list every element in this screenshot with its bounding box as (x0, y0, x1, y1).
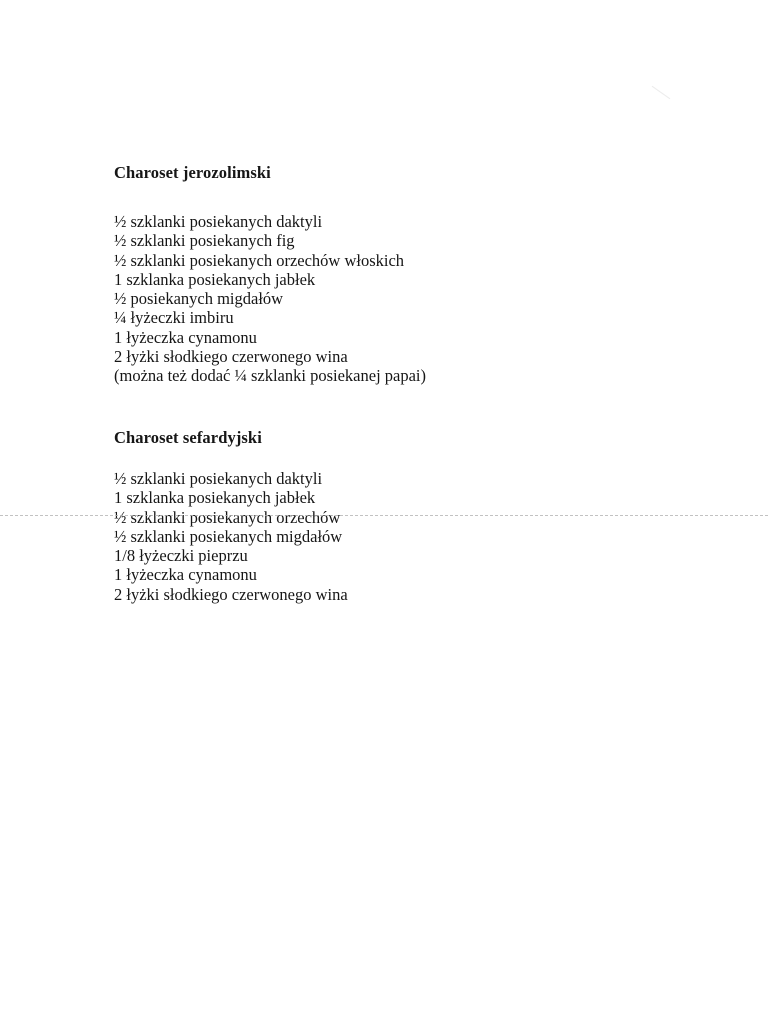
fold-line (0, 515, 768, 516)
ingredient-item: ½ posiekanych migdałów (114, 289, 284, 309)
ingredient-item: ½ szklanki posiekanych orzechów włoskich (114, 250, 405, 270)
ingredient-list (114, 212, 426, 386)
ingredient-item: 1 łyżeczka cynamonu (114, 327, 257, 347)
ingredient-item: ½ szklanki posiekanych daktyli (114, 469, 323, 488)
scan-mark (652, 86, 671, 99)
ingredient-note: (można też dodać ¼ szklanki posiekanej papai) (114, 366, 427, 386)
ingredient-item: 1 szklanka posiekanych jabłek (114, 269, 316, 289)
ingredient-item: 1/8 łyżeczki pieprzu (114, 546, 248, 566)
ingredient-item: ½ szklanki posiekanych daktyli (114, 212, 323, 231)
ingredient-item: ½ szklanki posiekanych fig (114, 231, 295, 251)
ingredient-item: 1 szklanka posiekanych jabłek (114, 488, 316, 508)
ingredient-item: 2 łyżki słodkiego czerwonego wina (114, 347, 348, 367)
recipe-jerozolimski (114, 161, 426, 386)
ingredient-item: ½ szklanki posiekanych orzechów (114, 507, 341, 527)
recipe-title: Charoset sefardyjski (114, 428, 262, 447)
ingredient-item: ½ szklanki posiekanych migdałów (114, 526, 343, 546)
ingredient-item: ¼ łyżeczki imbiru (114, 308, 234, 328)
ingredient-list (114, 469, 348, 604)
recipe-title: Charoset jerozolimski (114, 163, 271, 182)
ingredient-item: 2 łyżki słodkiego czerwonego wina (114, 584, 348, 604)
ingredient-item: 1 łyżeczka cynamonu (114, 565, 257, 585)
